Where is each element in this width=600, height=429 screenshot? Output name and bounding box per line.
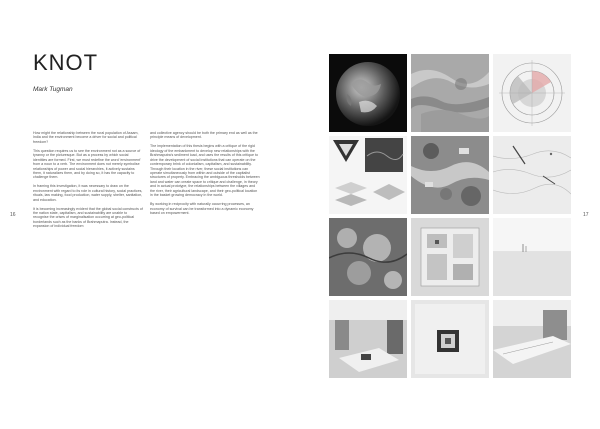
triangle-diagrams-image: [329, 136, 407, 214]
right-page: [300, 0, 600, 429]
paragraph: By working in reciprocity with naturally occurring processes, an economy of survival can be transformed into a dynamic economy based on empowerment.: [150, 202, 254, 216]
paragraph: The implementation of this thesis begins with a critique of the rigid ideology of the embankment to develop new relationships with the Brahmaputra's sediment load, and uses the results of this critique to drive the development of social institutions that can operate on the contemporary brink of colonialism, capitalism, and sustainability. Through their location in the river, these social institutions can operate simultaneously from within and outside of the capitalist structures of property. Embracing the ambiguous thresholds between land and water can create space to critique and challenge, in theory and in actual prototype, the relationships between the villages and the river, their agricultural landscape, and their geo-political location in the basket growing democracy in the world.: [150, 144, 260, 198]
gallery-interior-image: [329, 300, 407, 378]
paragraph: and collective agency should be both the primary end as well as the principle means of development.: [150, 131, 258, 140]
circular-diagram-image: [493, 54, 571, 132]
aerial-sediment-image: [411, 54, 489, 132]
paragraph: How might the relationship between the rural population of Assam, India and the environment become a driver for social and political freedom?: [33, 131, 139, 144]
exhibit-panel-image: [411, 300, 489, 378]
article-author: Mark Tugman: [33, 86, 73, 93]
page-number-left: 16: [10, 212, 16, 218]
page-number-right: 17: [583, 212, 589, 218]
exhibit-table-image: [493, 300, 571, 378]
earth-globe-image: [329, 54, 407, 132]
topographic-map-image: [493, 136, 571, 214]
site-plan-image: [411, 218, 489, 296]
paragraph: This question requires us to see the environment not as a source of tyranny or the picturesque. But as a process by which social identities are formed. First, we must redefine the word 'environment' from a noun to a verb. The environment does not merely symbolise relationships of power and social hierarchies, it actively sustains them, it naturalizes them, and by doing so, it has the capacity to challenge them.: [33, 148, 141, 180]
river-landscape-image: [493, 218, 571, 296]
article-title: KNOT: [33, 50, 99, 75]
paragraph: In framing this investigation, it was necessary to draw on the environment with regard to its role in cultural history, social practices, rituals, law making, food production, water supply, shelter, sanitation, and education.: [33, 184, 143, 202]
text-column-1: [33, 131, 143, 233]
image-grid: [329, 54, 571, 381]
text-column-2: [150, 131, 260, 220]
aerial-village-image: [411, 136, 489, 214]
paragraph: It is becoming increasingly evident that the global social constructs of the nation state, capitalism, and sustainability are unable to recognise the crises of marginalisation occurring at geo-political borderlands such as the banks of Brahmaputra. Instead, the expansion of individual freedom: [33, 206, 143, 229]
sediment-closeup-image: [329, 218, 407, 296]
